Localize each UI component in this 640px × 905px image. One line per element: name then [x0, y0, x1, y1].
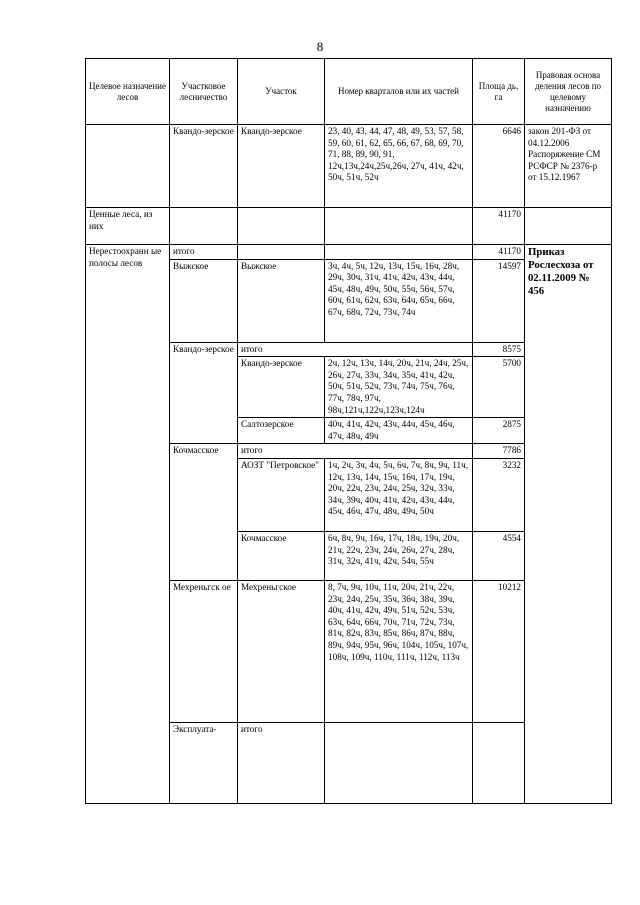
header-district: Участковое лесничество [170, 59, 238, 125]
table-row [86, 245, 612, 260]
header-area: Площа дь, га [473, 59, 525, 125]
purpose-cell: Ценные леса, из них [86, 208, 170, 245]
quarters-cell: 23, 40, 43, 44, 47, 48, 49, 53, 57, 58, 59, 60, 61, 62, 65, 66, 67, 68, 69, 70, 71, 88, 89, 90, 91, 12ч,13ч,24ч,25ч,26ч, 27ч, 41ч, 42ч, 50ч, 51ч, 52ч [325, 125, 473, 208]
district-cell [170, 208, 238, 245]
quarters-cell: 8, 7ч, 9ч, 10ч, 11ч, 20ч, 21ч, 22ч, 23ч, 24ч, 25ч, 35ч, 36ч, 38ч, 39ч, 40ч, 41ч, 42ч, 49ч, 51ч, 52ч, 53ч, 63ч, 64ч, 66ч, 70ч, 71ч, 72ч, 73ч, 81ч, 82ч, 83ч, 85ч, 86ч, 87ч, 88ч, 89ч, 94ч, 95ч, 96ч, 104ч, 105ч, 107ч, 108ч, 109ч, 110ч, 111ч, 112ч, 113ч [325, 580, 473, 722]
area-cell: 8575 [473, 342, 525, 357]
area-cell: 3232 [473, 458, 525, 531]
section-cell: Мехреньгское [238, 580, 325, 722]
area-cell: 2875 [473, 418, 525, 444]
quarters-cell: 1ч, 2ч, 3ч, 4ч, 5ч, 6ч, 7ч, 8ч, 9ч, 11ч, 12ч, 13ч, 14ч, 15ч, 16ч, 17ч, 19ч, 20ч, 22ч, 23ч, 24ч, 25ч, 32ч, 33ч, 34ч, 39ч, 40ч, 41ч, 42ч, 43ч, 44ч, 45ч, 46ч, 47ч, 48ч, 49ч, 50ч [325, 458, 473, 531]
district-cell: Мехреньгск ое [170, 580, 238, 722]
forest-purpose-table [85, 58, 612, 804]
purpose-cell [86, 125, 170, 208]
page-number: 8 [316, 39, 324, 54]
section-cell [325, 722, 473, 803]
header-purpose: Целевое назначение лесов [86, 59, 170, 125]
section-cell: Квандо-зерское [238, 125, 325, 208]
basis-cell: Приказ Рослесхоза от 02.11.2009 № 456 [525, 245, 612, 343]
header-quarters: Номер кварталов или их частей [325, 59, 473, 125]
area-cell: 41170 [473, 208, 525, 245]
area-cell: 4554 [473, 531, 525, 580]
table-header-row [86, 59, 612, 125]
district-cell: Квандо-зерское [170, 342, 238, 444]
district-cell: Кочмасское [170, 444, 238, 581]
section-cell: Квандо-зерское [238, 357, 325, 418]
quarters-cell [325, 245, 473, 260]
basis-cell: закон 201-ФЗ от 04.12.2006 Распоряжение СМ РСФСР № 2376-р от 15.12.1967 [525, 125, 612, 208]
district-cell: Квандо-зерское [170, 125, 238, 208]
purpose-cell: Эксплуата- [170, 722, 238, 803]
area-cell: 41170 [473, 245, 525, 260]
quarters-cell: 2ч, 12ч, 13ч, 14ч, 20ч, 21ч, 24ч, 25ч, 26ч, 27ч, 33ч, 34ч, 35ч, 41ч, 42ч, 50ч, 51ч, 52ч, 73ч, 74ч, 75ч, 76ч, 77ч, 78ч, 97ч, 98ч,121ч,122ч,123ч,124ч [325, 357, 473, 418]
header-basis: Правовая основа деления лесов по целевому назначению [525, 59, 612, 125]
quarters-cell: 3ч, 4ч, 5ч, 12ч, 13ч, 15ч, 16ч, 28ч, 29ч, 30ч, 31ч, 41ч, 42ч, 43ч, 44ч, 45ч, 48ч, 49ч, 50ч, 55ч, 56ч, 57ч, 60ч, 61ч, 62ч, 63ч, 64ч, 65ч, 66ч, 67ч, 68ч, 72ч, 73ч, 74ч [325, 259, 473, 342]
table-row [86, 208, 612, 245]
district-cell: итого [170, 245, 238, 260]
area-cell: 10212 [473, 580, 525, 722]
purpose-cell: Нерестоохранн ые полосы лесов [86, 245, 170, 804]
quarters-cell: 6ч, 8ч, 9ч, 16ч, 17ч, 18ч, 19ч, 20ч, 21ч, 22ч, 23ч, 24ч, 26ч, 27ч, 28ч, 31ч, 32ч, 41ч, 42ч, 54ч, 55ч [325, 531, 473, 580]
section-cell: Салтозерское [238, 418, 325, 444]
section-cell: итого [238, 444, 473, 459]
section-cell [238, 245, 325, 260]
section-cell [238, 208, 325, 245]
quarters-cell [473, 722, 525, 803]
quarters-cell: 40ч, 41ч, 42ч, 43ч, 44ч, 45ч, 46ч, 47ч, 48ч, 49ч [325, 418, 473, 444]
basis-cell [525, 208, 612, 245]
section-cell: Кочмасское [238, 531, 325, 580]
table-row [86, 125, 612, 208]
header-section: Участок [238, 59, 325, 125]
district-cell: итого [238, 722, 325, 803]
area-cell: 6646 [473, 125, 525, 208]
area-cell: 7786 [473, 444, 525, 459]
area-cell: 5700 [473, 357, 525, 418]
district-cell: Выжское [170, 259, 238, 342]
section-cell: АОЗТ "Петровское" [238, 458, 325, 531]
basis-cell [525, 342, 612, 803]
quarters-cell [325, 208, 473, 245]
section-cell: Выжское [238, 259, 325, 342]
section-cell: итого [238, 342, 473, 357]
area-cell: 14597 [473, 259, 525, 342]
